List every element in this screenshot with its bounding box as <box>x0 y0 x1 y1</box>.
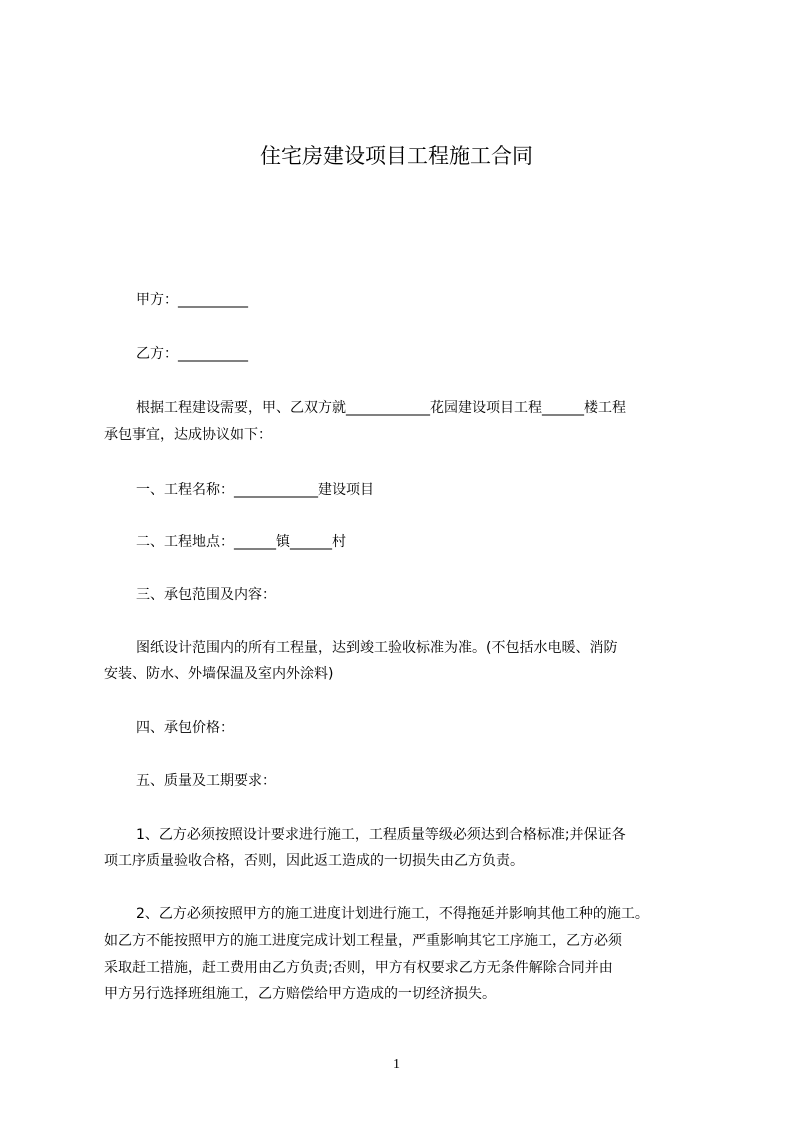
project-name-line: 一、工程名称：____________建设项目 <box>136 482 374 498</box>
scope-heading: 三、承包范围及内容： <box>136 587 276 603</box>
preamble-line-1: 根据工程建设需要，甲、乙双方就____________花园建设项目工程______楼工程 <box>136 400 626 416</box>
project-location-line: 二、工程地点：______镇______村 <box>136 534 346 550</box>
price-heading: 四、承包价格： <box>136 720 234 736</box>
clause-1-line-2: 项工序质量验收合格，否则，因此返工造成的一切损失由乙方负责。 <box>104 853 524 869</box>
clause-2-line-3: 采取赶工措施，赶工费用由乙方负责;否则，甲方有权要求乙方无条件解除合同并由 <box>104 960 613 976</box>
scope-text-line-1: 图纸设计范围内的所有工程量，达到竣工验收标准为准。(不包括水电暖、消防 <box>136 640 618 656</box>
document-title: 住宅房建设项目工程施工合同 <box>260 144 533 168</box>
party-a-line: 甲方：__________ <box>136 292 248 308</box>
party-b-line: 乙方：__________ <box>136 346 248 362</box>
clause-1-line-1: 1、乙方必须按照设计要求进行施工，工程质量等级必须达到合格标准;并保证各 <box>136 827 626 843</box>
scope-text-line-2: 安装、防水、外墙保温及室内外涂料) <box>104 666 334 682</box>
clause-2-line-1: 2、乙方必须按照甲方的施工进度计划进行施工，不得拖延并影响其他工种的施工。 <box>136 906 649 922</box>
preamble-line-2: 承包事宜，达成协议如下： <box>104 427 272 443</box>
clause-2-line-4: 甲方另行选择班组施工，乙方赔偿给甲方造成的一切经济损失。 <box>104 986 496 1002</box>
clause-2-line-2: 如乙方不能按照甲方的施工进度完成计划工程量，严重影响其它工序施工，乙方必须 <box>104 933 622 949</box>
page-number: 1 <box>393 1057 400 1072</box>
quality-schedule-heading: 五、质量及工期要求： <box>136 773 276 789</box>
